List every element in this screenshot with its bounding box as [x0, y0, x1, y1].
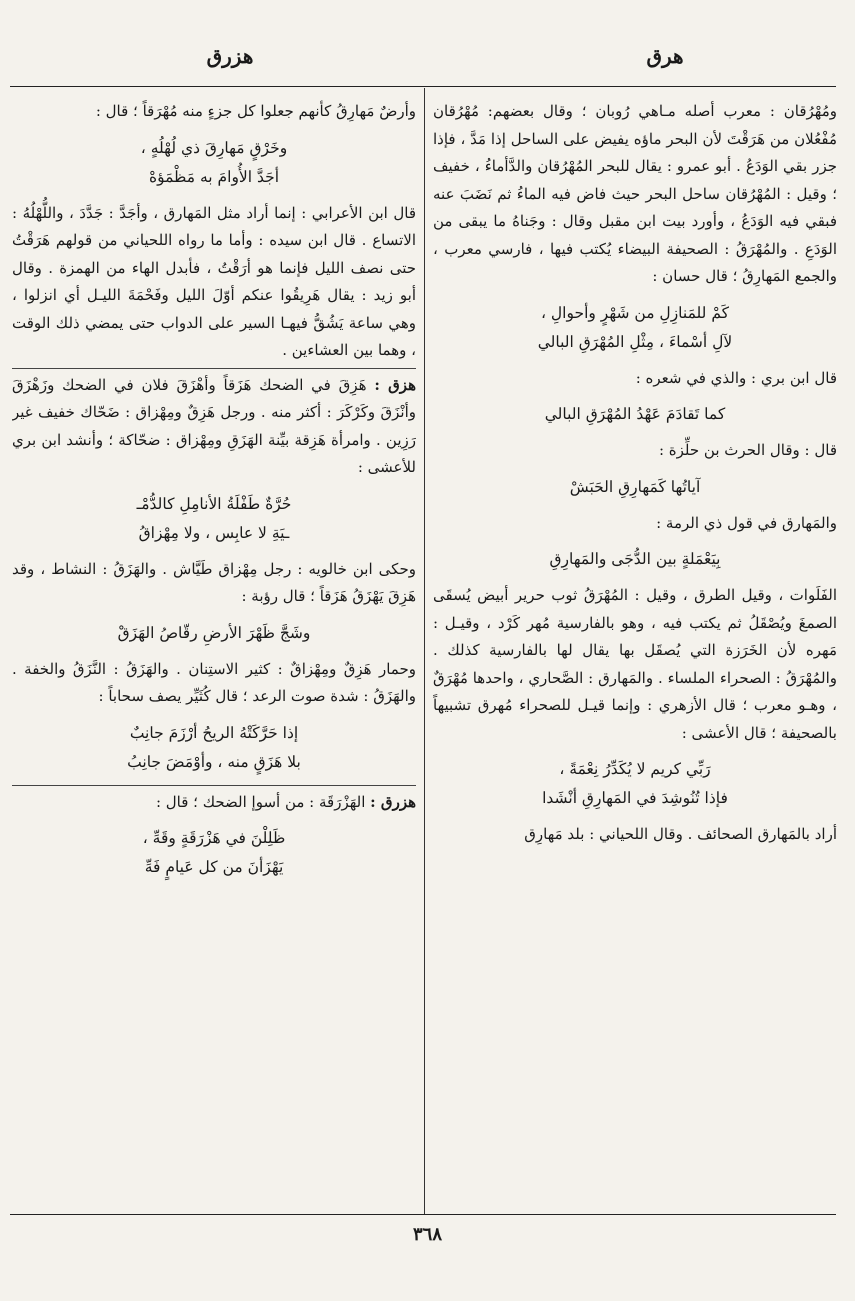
verse: كَمْ للمَنازِلِ من شَهْرٍ وأحوالِ ، لآلِ أسْماءَ ، مِثْلِ المُهْرَقِ البالي — [537, 303, 733, 351]
verse: آياتُها كَمَهارِقِ الحَبَشْ — [569, 477, 701, 496]
running-header-left: هزرق — [206, 44, 254, 68]
verse: إذا حَرَّكَتْهُ الريحُ أرْزَمَ جانِبٌ بلا هَزَقٍ منه ، وأوْمَضَ جانِبُ — [127, 723, 301, 771]
verse: حُرَّةٌ طَفْلَةُ الأنامِلِ كالدُّمْـ ـيَةِ لا عابِس ، ولا مِهْزاقُ — [136, 494, 292, 542]
entry-text: هَزِقَ في الضحك هَزَقاً وأهْزَقَ فلان في الضحك وزَهْزَقَ وأنْزَقَ وكَرْكَرَ : أكثر منه . ورجل هَزِقٌ ومِهْزاق : ضَحّاك خفيف غير رَزِين . وامرأة هَزِقة بيِّنة الهَزَقِ ومِهْزاق : ضحّاكة ؛ وأنشد ابن بري للأعشى : — [12, 375, 416, 476]
verse: وخَرْقٍ مَهارِقَ ذي لُهْلُهٍ ، أجَدَّ الأُوامَ به مَظْمَؤهْ — [140, 138, 288, 186]
paragraph: وحمار هَزِقٌ ومِهْزاقٌ : كثير الاستِنان . والهَزَقُ : النَّزَقُ والخفة . والهَزَقُ : شدة صوت الرعد ؛ قال كُثَيِّر يصف سحاباً : — [12, 659, 416, 705]
paragraph: ومُهْرُقان : معرب أصله مـاهي رُوبان ؛ وقال بعضهم: مُهْرُقان مُفْعُلان من هَرَقْتَ لأن البحر ماؤه يفيض على الساحل إذا مَدَّ ، فإذا جزر بقي الوَدَعُ . أبو عمرو : يقال للبحر المُهْرُقان والدَّأماءُ ، خفيف ؛ وقيل : المُهْرُقان ساحل البحر حيث فاض فيه الماءُ ثم نَضَبَ عنه فبقي فيه الوَدَعُ ، وأورد بيت ابن مقبل وقال : وجَناهُ ما يبقى من الوَدَعِ . والمُهْرَقُ : الصحيفة البيضاء يُكتب فيها ، فارسي معرب ، والجمع المَهارِقُ ؛ قال حسان : — [433, 102, 837, 285]
entry-hazaq — [12, 372, 416, 482]
left-column — [12, 98, 416, 1210]
verse: ظَلِلْنَ في هَزْرَقَةٍ وقَهِّ ، يَهْزَأنَ من كل عَيامٍ فَهِّ — [142, 829, 286, 876]
running-header-right: هرق — [646, 44, 684, 68]
paragraph: والمَهارق في قول ذي الرمة : — [656, 513, 837, 532]
paragraph: وحكى ابن خالويه : رجل مِهْزاق طَيَّاش . والهَزَقُ : النشاط ، وقد هَزِقَ يَهْزَقُ هَزَقاً ؛ قال رؤبة : — [12, 559, 416, 605]
column-divider — [424, 88, 425, 1214]
entry-headword: هزق : — [374, 375, 416, 394]
paragraph: الفَلَوات ، وقيل الطرق ، وقيل : المُهْرَقُ ثوب حرير أبيض يُسقَى الصمغَ ويُصْقَلُ ثم يكتب فيه ، وهو بالفارسية مُهر كَرْد ، وقيـل : مَهره لأن الخَرَزة التي يُصقَل بها يقال لها بالفارسية كذلك . والمُهْرَقُ : الصحراء الملساء . والمَهارق : الصَّحاري ، واحدها مُهْرَقٌ ، وهـو معرب ؛ قال الأزهري : وإنما قيـل للصحراء مُهرق تشبيهاً بالصحيفة ؛ قال الأعشى : — [433, 586, 837, 742]
paragraph: قال ابن الأعرابي : إنما أراد مثل المَهارق ، وأجَدَّ : جَدَّدَ ، واللُّهْلُهُ : الاتساع . قال ابن سيده : وأما ما رواه اللحياني من قولهم هَرَقْتُ حتى نصف الليل فإنما هو أرَقْتُ ، فأبدل الهاء من الهمزة . وقال أبو زيد : يقال هَرِيقُوا عنكم أوّلَ الليل وفَحْمَةَ الليـل أي انزلوا ، وهي ساعة يَشُقُّ فيهـا السير على الدواب حتى يمضي ذلك الوقت ، وهما بين العشاءين . — [12, 203, 416, 359]
verse: كما تَقادَمَ عَهْدُ المُهْرَقِ البالي — [544, 405, 726, 423]
paragraph: قال ابن بري : والذي في شعره : — [635, 368, 837, 387]
paragraph: وأرضٌ مَهارِقُ كأنهم جعلوا كل جزءٍ منه مُهْرَقاً ؛ قال : — [95, 102, 416, 120]
verse: بِيَعْمَلةٍ بين الدُّجَى والمَهارِقِ — [549, 550, 721, 568]
verse: وشَجَّ ظَهْرَ الأرضِ رقّاصُ الهَزَقْ — [117, 623, 311, 642]
entry-separator — [12, 785, 416, 786]
right-column — [433, 98, 837, 1210]
entry-separator — [12, 368, 416, 369]
header-rule — [10, 86, 836, 87]
verse: رَبِّي كريم لا يُكَدِّرُ نِعْمَةً ، فإذا تُنُوشِدَ في المَهارِقِ أنْشَدا — [542, 760, 728, 807]
paragraph: أراد بالمَهارق الصحائف . وقال اللحياني : بلد مَهارِق — [524, 825, 837, 843]
footer-rule — [10, 1214, 836, 1215]
entry-headword: هزرق : — [370, 792, 416, 811]
page-number: ٣٦٨ — [412, 1224, 442, 1245]
entry-hazraq — [12, 789, 416, 817]
paragraph: قال : وقال الحرث بن حلِّزة : — [658, 441, 837, 459]
entry-text: الهَزْرَقَة : من أسوإ الضحك ؛ قال : — [155, 792, 366, 811]
